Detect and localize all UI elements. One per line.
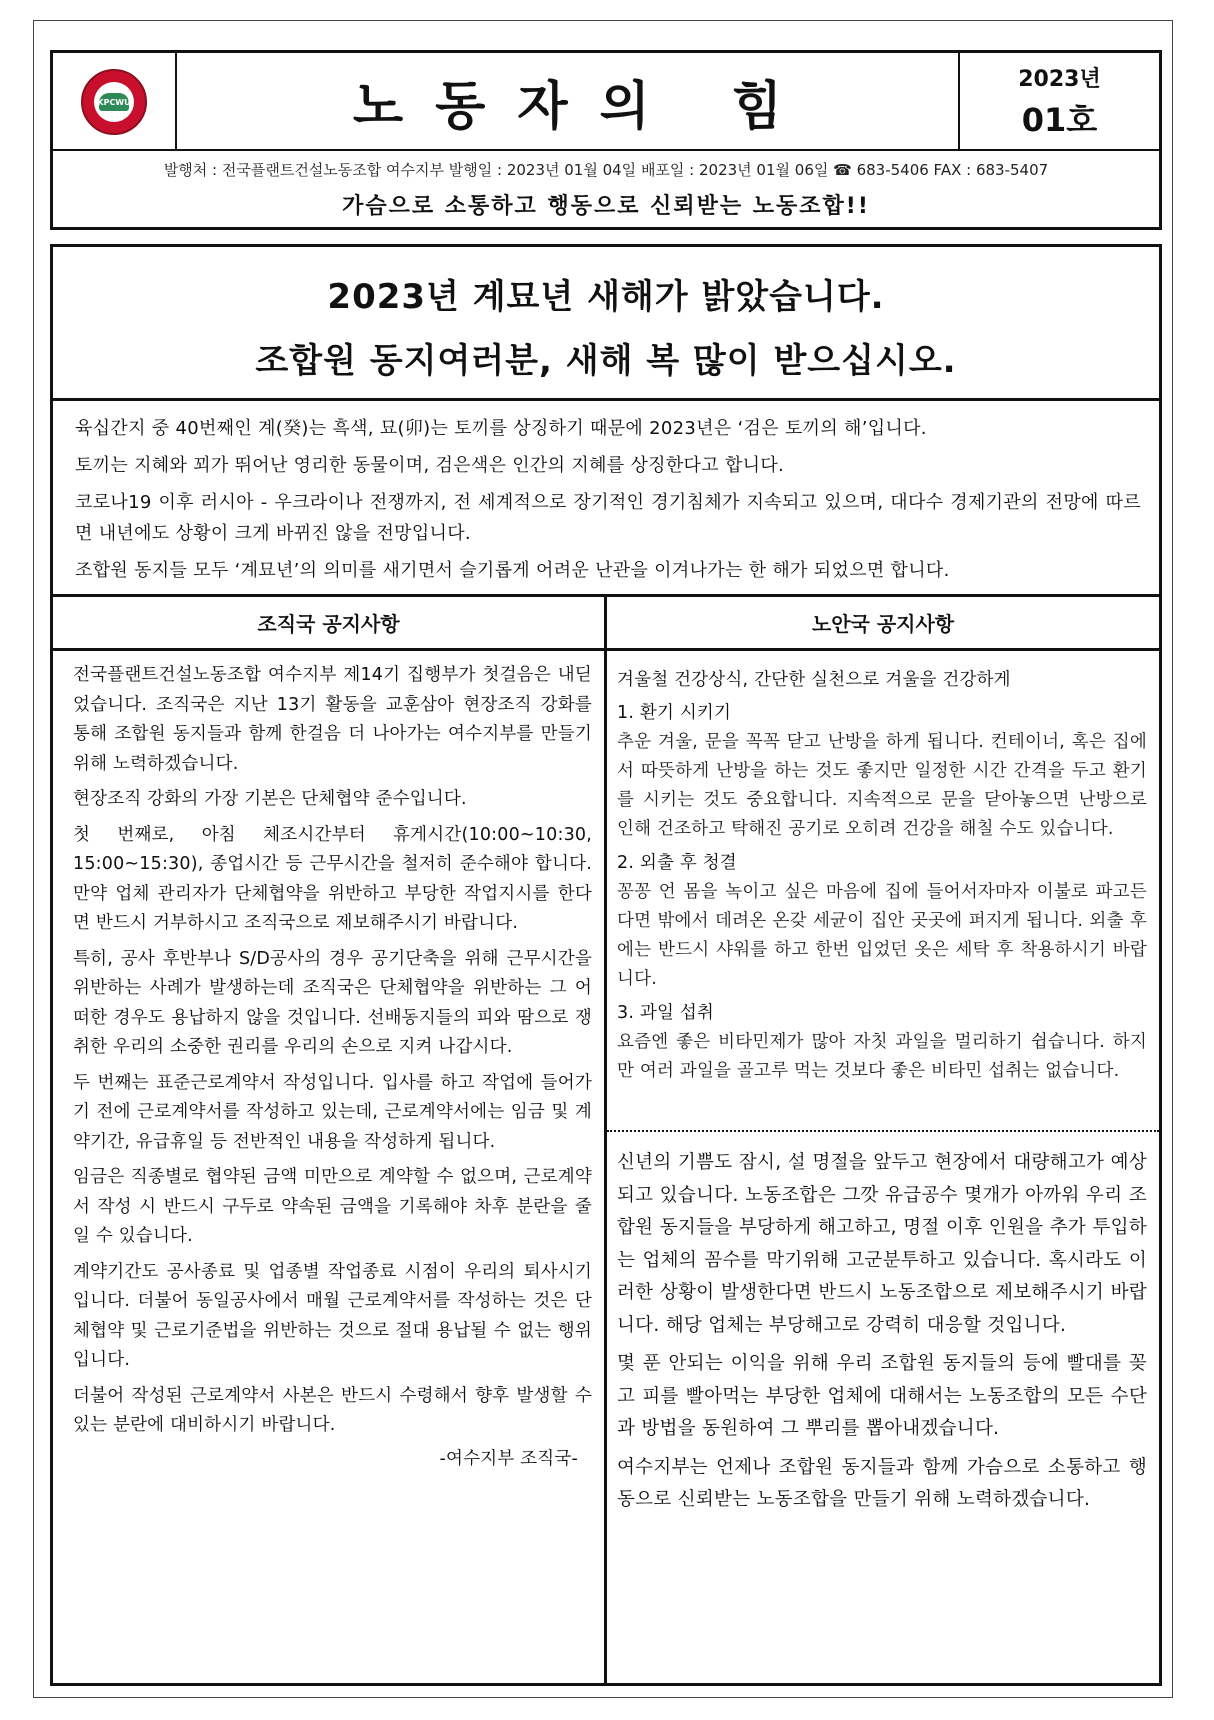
intro-paragraph: 토끼는 지혜와 꾀가 뛰어난 영리한 동물이며, 검은색은 인간의 지혜를 상징한다고 합니다. [75, 455, 785, 476]
issue-number: 01호 [1021, 100, 1098, 139]
notice-paragraph: 신년의 기쁨도 잠시, 설 명절을 앞두고 현장에서 대량해고가 예상되고 있습니다. 노동조합은 그깟 유급공수 몇개가 아까워 우리 조합원 동지들을 부당하게 해고하고, 명절 이후 인원을 추가 투입하는 업체의 꼼수를 막기위해 고군분투하고 있습니다. 혹시라도 이러한 상황이 발생한다면 반드시 노동조합으로 제보해주시기 바랍니다. 해당 업체는 부당해고로 강력히 대응할 것입니다. [617, 1152, 1147, 1336]
health-tips-subtitle: 겨울철 건강상식, 간단한 실천으로 겨울을 건강하게 [617, 670, 1011, 690]
notice-paragraph: 여수지부는 언제나 조합원 동지들과 함께 가슴으로 소통하고 행동으로 신뢰받는 노동조합을 만들기 위해 노력하겠습니다. [617, 1456, 1147, 1510]
dismissal-notice [607, 1137, 1159, 1523]
notice-paragraph: 전국플랜트건설노동조합 여수지부 제14기 집행부가 첫걸음은 내딛었습니다. 조직국은 지난 13기 활동을 교훈삼아 현장조직 강화를 통해 조합원 동지들과 함께 한걸음 더 나아가는 여수지부를 만들기 위해 노력하겠습니다. [73, 665, 592, 774]
union-logo-icon [81, 69, 147, 135]
intro-paragraph: 코로나19 이후 러시아 - 우크라이나 전쟁까지, 전 세계적으로 장기적인 경기침체가 지속되고 있으며, 대다수 경제기관의 전망에 따르면 내년에도 상황이 크게 바뀌진 않을 전망입니다. [75, 492, 1142, 544]
notice-paragraph: 첫 번째로, 아침 체조시간부터 휴게시간(10:00~10:30, 15:00~15:30), 종업시간 등 근무시간을 철저히 준수해야 합니다. 만약 업체 관리자가 단체협약을 위반하고 부당한 작업지시를 한다면 반드시 거부하시고 조직국으로 제보해주시기 바랍니다. [73, 824, 592, 933]
organization-notice-heading: 조직국 공지사항 [53, 597, 604, 651]
intro-paragraph: 육십간지 중 40번째인 계(癸)는 흑색, 묘(卯)는 토끼를 상징하기 때문에 2023년은 ‘검은 토끼의 해’입니다. [75, 418, 927, 439]
newsletter-title: 노동자의 힘 [352, 75, 815, 137]
intro-section [53, 401, 1159, 597]
tip-heading: 1. 환기 시키기 [617, 703, 732, 723]
signature: -여수지부 조직국- [439, 1448, 578, 1469]
intro-paragraph: 조합원 동지들 모두 ‘계묘년’의 의미를 새기면서 슬기롭게 어려운 난관을 이겨나가는 한 해가 되었으면 합니다. [75, 560, 950, 581]
tip-text: 요즘엔 좋은 비타민제가 많아 자칫 과일을 멀리하기 쉽습니다. 하지만 여러 과일을 골고루 먹는 것보다 좋은 비타민 섭취는 없습니다. [617, 1032, 1147, 1081]
title-cell [177, 53, 960, 149]
safety-notice-heading: 노안국 공지사항 [607, 597, 1159, 651]
issue-cell [960, 53, 1159, 149]
masthead-divider [53, 149, 1159, 151]
tip-heading: 3. 과일 섭취 [617, 1003, 715, 1023]
headline-line-1: 2023년 계묘년 새해가 밝았습니다. [327, 277, 885, 317]
notice-paragraph: 몇 푼 안되는 이익을 위해 우리 조합원 동지들의 등에 빨대를 꽂고 피를 빨아먹는 부당한 업체에 대해서는 노동조합의 모든 수단과 방법을 동원하여 그 뿌리를 뽑아내겠습니다. [617, 1353, 1147, 1439]
logo-mark: KPCWU [99, 93, 129, 111]
dotted-divider [607, 1130, 1159, 1132]
headline [53, 247, 1159, 401]
notice-paragraph: 임금은 직종별로 협약된 금액 미만으로 계약할 수 없으며, 근로계약서 작성 시 반드시 구두로 약속된 금액을 기록해야 차후 분란을 줄일 수 있습니다. [73, 1167, 592, 1246]
safety-notice-column [607, 597, 1159, 1683]
notice-paragraph: 더불어 작성된 근로계약서 사본은 반드시 수령해서 향후 발생할 수 있는 분란에 대비하시기 바랍니다. [73, 1385, 592, 1435]
slogan: 가슴으로 소통하고 행동으로 신뢰받는 노동조합!! [342, 194, 870, 219]
notice-paragraph: 두 번째는 표준근로계약서 작성입니다. 입사를 하고 작업에 들어가기 전에 근로계약서를 작성하고 있는데, 근로계약서에는 임금 및 계약기간, 유급휴일 등 전반적인 내용을 작성하게 됩니다. [73, 1072, 592, 1152]
tip-heading: 2. 외출 후 청결 [617, 853, 737, 873]
masthead [50, 50, 1162, 230]
health-tips [607, 651, 1159, 1090]
notice-paragraph: 특히, 공사 후반부나 S/D공사의 경우 공기단축을 위해 근무시간을 위반하는 사례가 발생하는데 조직국은 단체협약을 위반하는 그 어떠한 경우도 용납하지 않을 것입니다. 선배동지들의 피와 땀으로 쟁취한 우리의 소중한 권리를 우리의 손으로 지켜 나갑시다. [73, 948, 592, 1057]
logo-cell [53, 53, 177, 149]
organization-notice-column [53, 597, 607, 1683]
tip-text: 추운 겨울, 문을 꼭꼭 닫고 난방을 하게 됩니다. 컨테이너, 혹은 집에서 따뜻하게 난방을 하는 것도 좋지만 일정한 시간 간격을 두고 환기를 시키는 것도 중요합니다. 지속적으로 문을 닫아놓으면 난방으로 인해 건조하고 탁해진 공기로 오히려 건강을 해칠 수도 있습니다. [617, 732, 1147, 839]
issue-year: 2023년 [1018, 66, 1101, 92]
publisher-info: 발행처 : 전국플랜트건설노동조합 여수지부 발행일 : 2023년 01월 04일 배포일 : 2023년 01월 06일 ☎ 683-5406 FAX : 683-5407 [163, 161, 1049, 179]
notice-paragraph: 계약기간도 공사종료 및 업종별 작업종료 시점이 우리의 퇴사시기입니다. 더불어 동일공사에서 매월 근로계약서를 작성하는 것은 단체협약 및 근로기준법을 위반하는 것으로 절대 용납될 수 없는 행위입니다. [73, 1261, 592, 1370]
headline-line-2: 조합원 동지여러분, 새해 복 많이 받으십시오. [255, 341, 957, 381]
notice-paragraph: 현장조직 강화의 가장 기본은 단체협약 준수입니다. [73, 789, 467, 809]
organization-notice-body [53, 651, 604, 1480]
tip-text: 꽁꽁 언 몸을 녹이고 싶은 마음에 집에 들어서자마자 이불로 파고든다면 밖에서 데려온 온갖 세균이 집안 곳곳에 퍼지게 됩니다. 외출 후에는 반드시 샤워를 하고 한번 입었던 옷은 세탁 후 착용하시기 바랍니다. [617, 882, 1147, 989]
main-content [50, 244, 1162, 1686]
